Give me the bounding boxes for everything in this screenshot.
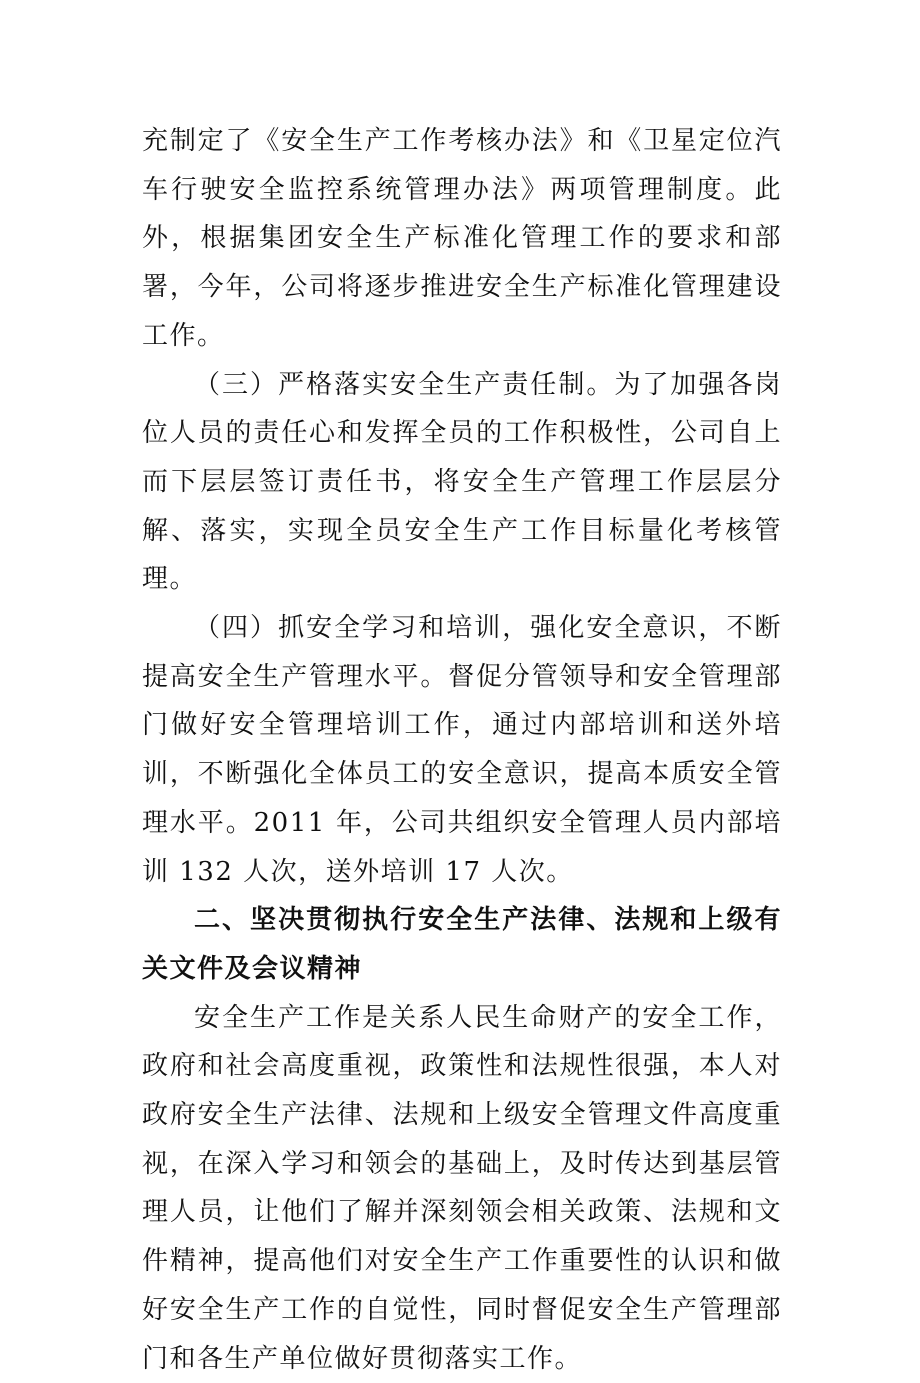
paragraph-laws-regulations: 安全生产工作是关系人民生命财产的安全工作，政府和社会高度重视，政策性和法规性很强，本人对政府安全生产法律、法规和上级安全管理文件高度重视，在深入学习和领会的基础上，及时传达到基层管理人员，让他们了解并深刻领会相关政策、法规和文件精神，提高他们对安全生产工作重要性的认识和做好安全生产工作的自觉性，同时督促安全生产管理部门和各生产单位做好贯彻落实工作。 xyxy=(142,1002,782,1374)
paragraph-safety-training: （四）抓安全学习和培训，强化安全意识，不断提高安全生产管理水平。督促分管领导和安全管理部门做好安全管理培训工作，通过内部培训和送外培训，不断强化全体员工的安全意识，提高本质安全管理水平。2011 年，公司共组织安全管理人员内部培训 132 人次，送外培训 17 人次。 xyxy=(142,613,782,887)
document-body xyxy=(142,117,782,1383)
section-heading: 二、坚决贯彻执行安全生产法律、法规和上级有关文件及会议精神 xyxy=(142,905,782,984)
paragraph-responsibility-system: （三）严格落实安全生产责任制。为了加强各岗位人员的责任心和发挥全员的工作积极性，公司自上而下层层签订责任书，将安全生产管理工作层层分解、落实，实现全员安全生产工作目标量化考核管理。 xyxy=(142,369,782,595)
paragraph-continuation: 充制定了《安全生产工作考核办法》和《卫星定位汽车行驶安全监控系统管理办法》两项管理制度。此外，根据集团安全生产标准化管理工作的要求和部署，今年，公司将逐步推进安全生产标准化管理建设工作。 xyxy=(142,126,782,351)
